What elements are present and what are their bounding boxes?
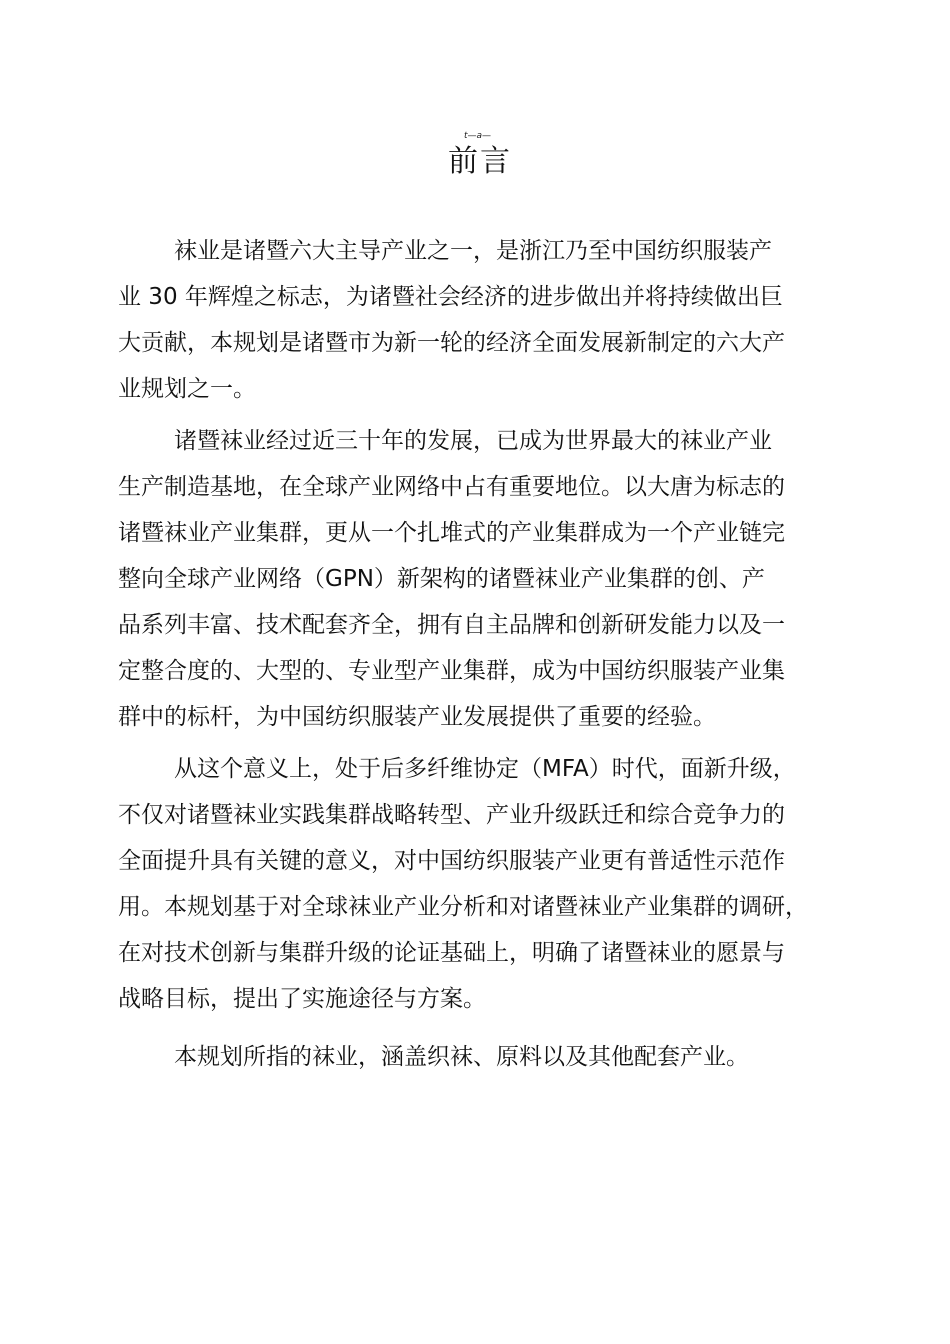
paragraph-2 (118, 418, 844, 740)
paragraph-line: 从这个意义上，处于后多纤维协定（MFA）时代，面新升级， (174, 756, 796, 782)
paragraph-line: 品系列丰富、技术配套齐全，拥有自主品牌和创新研发能力以及一 (118, 612, 785, 638)
paragraph-line: 战略目标，提出了实施途径与方案。 (118, 986, 486, 1012)
paragraph-line: 在对技术创新与集群升级的论证基础上，明确了诸暨袜业的愿景与 (118, 940, 785, 966)
paragraph-line: 本规划所指的袜业，涵盖织袜、原料以及其他配套产业。 (174, 1044, 749, 1070)
paragraph-line: 业 30 年辉煌之标志，为诸暨社会经济的进步做出并将持续做出巨 (118, 284, 783, 310)
paragraph-line: 业规划之一。 (118, 376, 256, 402)
paragraph-line: 整向全球产业网络（GPN）新架构的诸暨袜业产业集群的创、产 (118, 566, 765, 592)
paragraph-line: 诸暨袜业经过近三十年的发展，已成为世界最大的袜业产业 (174, 428, 772, 454)
paragraph-line: 不仅对诸暨袜业实践集群战略转型、产业升级跃迁和综合竞争力的 (118, 802, 785, 828)
paragraph-line: 诸暨袜业产业集群，更从一个扎堆式的产业集群成为一个产业链完 (118, 520, 785, 546)
paragraph-line: 生产制造基地，在全球产业网络中占有重要地位。以大唐为标志的 (118, 474, 785, 500)
paragraph-4 (118, 1034, 844, 1080)
page-title: 前言 (448, 144, 512, 179)
header-mark: t—a— (464, 131, 492, 141)
paragraph-line: 群中的标杆，为中国纺织服装产业发展提供了重要的经验。 (118, 704, 716, 730)
paragraph-line: 用。本规划基于对全球袜业产业分析和对诸暨袜业产业集群的调研， (118, 894, 808, 920)
paragraph-3 (118, 746, 844, 1022)
paragraph-line: 大贡献，本规划是诸暨市为新一轮的经济全面发展新制定的六大产 (118, 330, 785, 356)
paragraph-line: 袜业是诸暨六大主导产业之一，是浙江乃至中国纺织服装产 (174, 238, 772, 264)
paragraph-line: 定整合度的、大型的、专业型产业集群，成为中国纺织服装产业集 (118, 658, 785, 684)
paragraph-1 (118, 228, 844, 412)
paragraph-line: 全面提升具有关键的意义，对中国纺织服装产业更有普适性示范作 (118, 848, 785, 874)
